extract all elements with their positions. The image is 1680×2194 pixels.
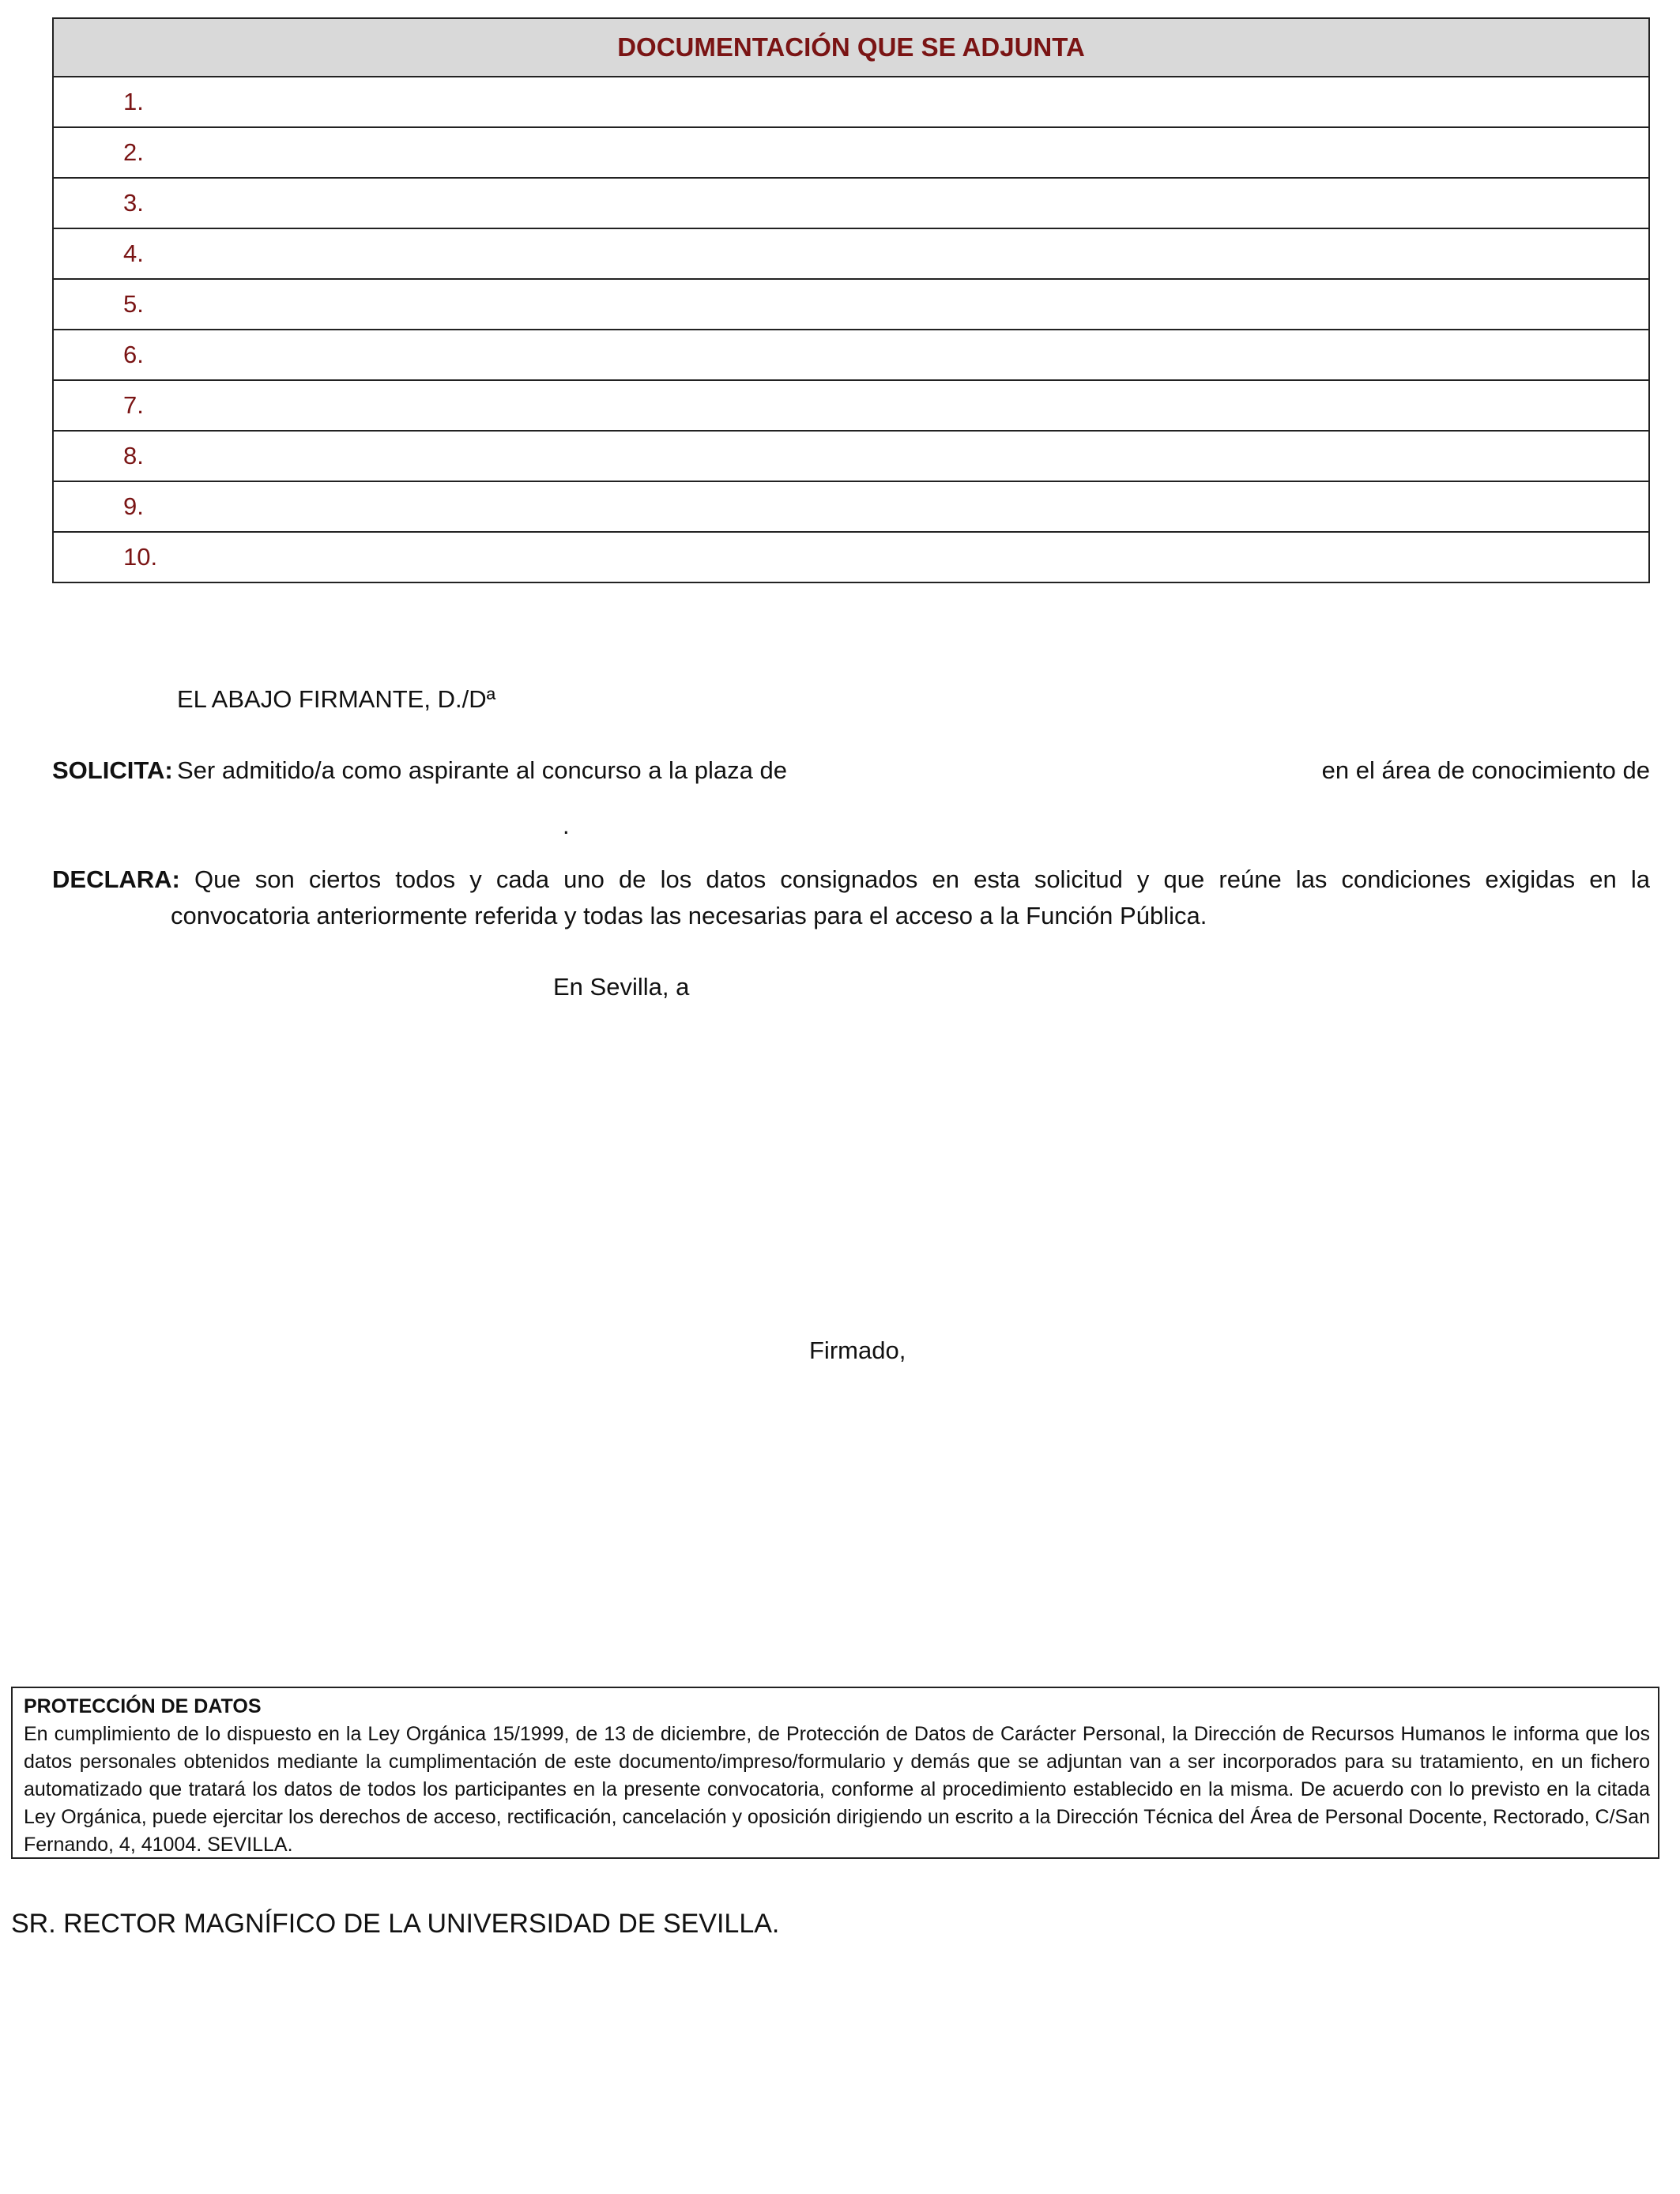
addressee-line: SR. RECTOR MAGNÍFICO DE LA UNIVERSIDAD DE SEVILLA. [11, 1909, 780, 1939]
documentation-item-label: 8. [53, 431, 1649, 481]
documentation-row [53, 279, 1649, 330]
documentation-row [53, 380, 1649, 431]
documentation-row [53, 127, 1649, 178]
documentation-row [53, 431, 1649, 481]
data-protection-title: PROTECCIÓN DE DATOS [24, 1695, 262, 1717]
documentation-row [53, 178, 1649, 228]
documentation-item-label: 3. [53, 178, 1649, 228]
documentation-item-label: 2. [53, 127, 1649, 178]
solicita-end-dot: . [563, 812, 570, 839]
declara-text-line1: Que son ciertos todos y cada uno de los datos consignados en esta solicitud y que reúne las condiciones exigidas en la [194, 865, 1650, 893]
documentation-item-label: 10. [53, 532, 1649, 582]
documentation-table-title: DOCUMENTACIÓN QUE SE ADJUNTA [53, 18, 1649, 77]
place-date-line: En Sevilla, a [553, 973, 690, 1001]
documentation-row [53, 532, 1649, 582]
documentation-item-label: 1. [53, 77, 1649, 127]
documentation-item-label: 4. [53, 228, 1649, 279]
data-protection-box [11, 1687, 1659, 1859]
documentation-table [52, 17, 1650, 583]
declara-first-line [52, 861, 1650, 898]
documentation-item-label: 9. [53, 481, 1649, 532]
signer-statement: EL ABAJO FIRMANTE, D./Dª [177, 685, 496, 713]
solicita-area-text: en el área de conocimiento de [1321, 756, 1650, 784]
documentation-row [53, 228, 1649, 279]
documentation-row [53, 481, 1649, 532]
documentation-row [53, 77, 1649, 127]
declara-label: DECLARA: [52, 865, 180, 893]
data-protection-text: En cumplimiento de lo dispuesto en la Ley Orgánica 15/1999, de 13 de diciembre, de Protección de Datos de Carácter Personal, la Dirección de Recursos Humanos le informa que los datos personales obtenidos mediante la cumplimentación de este documento/impreso/formulario y demás que se adjuntan van a ser incorporados para su tratamiento, en un fichero automatizado que tratará los datos de todos los participantes en la presente convocatoria, conforme al procedimiento establecido en la misma. De acuerdo con lo previsto en la citada Ley Orgánica, puede ejercitar los derechos de acceso, rectificación, cancelación y oposición dirigiendo un escrito a la Dirección Técnica del Área de Personal Docente, Rectorado, C/San Fernando, 4, 41004. SEVILLA. [24, 1723, 1650, 1856]
documentation-row [53, 330, 1649, 380]
signed-label: Firmado, [809, 1336, 906, 1364]
documentation-item-label: 5. [53, 279, 1649, 330]
documentation-item-label: 7. [53, 380, 1649, 431]
declara-paragraph [52, 861, 1650, 934]
solicita-text: Ser admitido/a como aspirante al concurso a la plaza de [177, 756, 787, 784]
documentation-item-label: 6. [53, 330, 1649, 380]
solicita-label: SOLICITA: [52, 756, 173, 784]
declara-text-line2: convocatoria anteriormente referida y todas las necesarias para el acceso a la Función Pública. [171, 902, 1207, 929]
